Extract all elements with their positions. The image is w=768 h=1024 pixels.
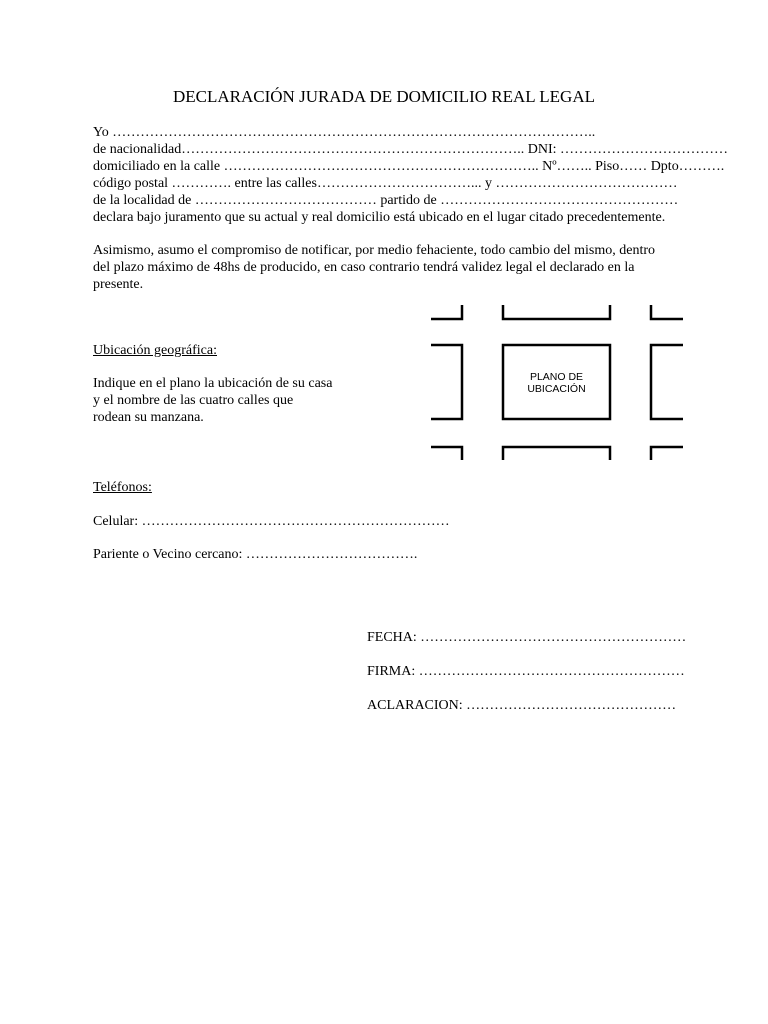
location-instruction-2: y el nombre de las cuatro calles que: [93, 393, 294, 408]
cell-phone-line: Celular: …………………………………………………………: [93, 514, 450, 529]
block-middle-left: [431, 345, 462, 419]
plan-label: [503, 371, 610, 395]
relative-phone-line: Pariente o Vecino cercano: ……………………………….: [93, 547, 418, 562]
block-bottom-right: [651, 447, 683, 460]
location-heading: Ubicación geográfica:: [93, 343, 217, 358]
page-title: DECLARACIÓN JURADA DE DOMICILIO REAL LEGAL: [173, 87, 595, 106]
block-top-left: [431, 305, 462, 319]
plan-label-line-1: PLANO DE: [529, 371, 584, 383]
postal-code-line: código postal …………. entre las calles……………………………... y …………………………………: [93, 176, 678, 191]
signature-line: FIRMA: …………………………………………………: [367, 664, 685, 679]
commitment-line-3: presente.: [93, 277, 144, 292]
street-address-line: domiciliado en la calle ………………………………………………………….. Nº…….. Piso…… Dpto……….: [93, 159, 725, 174]
commitment-line-2: del plazo máximo de 48hs de producido, en caso contrario tendrá validez legal el declarado en la: [93, 260, 635, 275]
name-field-line: Yo …………………………………………………………………………………………..: [93, 125, 596, 140]
location-instruction-1: Indique en el plano la ubicación de su casa: [93, 376, 333, 391]
block-top-center: [503, 305, 610, 319]
block-top-right: [651, 305, 683, 319]
plan-label-line-2: UBICACIÓN: [527, 383, 586, 395]
declaration-line: declara bajo juramento que su actual y real domicilio está ubicado en el lugar citado precedentemente.: [93, 210, 666, 225]
block-bottom-left: [431, 447, 462, 460]
block-middle-right: [651, 345, 683, 419]
clarification-line: ACLARACION: ………………………………………: [367, 698, 677, 713]
location-instruction-3: rodean su manzana.: [93, 410, 204, 425]
commitment-line-1: Asimismo, asumo el compromiso de notificar, por medio fehaciente, todo cambio del mismo, dentro: [93, 243, 656, 258]
block-bottom-center: [503, 447, 610, 460]
nationality-dni-line: de nacionalidad……………………………………………………………….. DNI: ………………………………: [93, 142, 729, 157]
phones-heading: Teléfonos:: [93, 480, 152, 495]
locality-line: de la localidad de ………………………………… partido de ……………………………………………: [93, 193, 679, 208]
date-line: FECHA: …………………………………………………: [367, 630, 687, 645]
